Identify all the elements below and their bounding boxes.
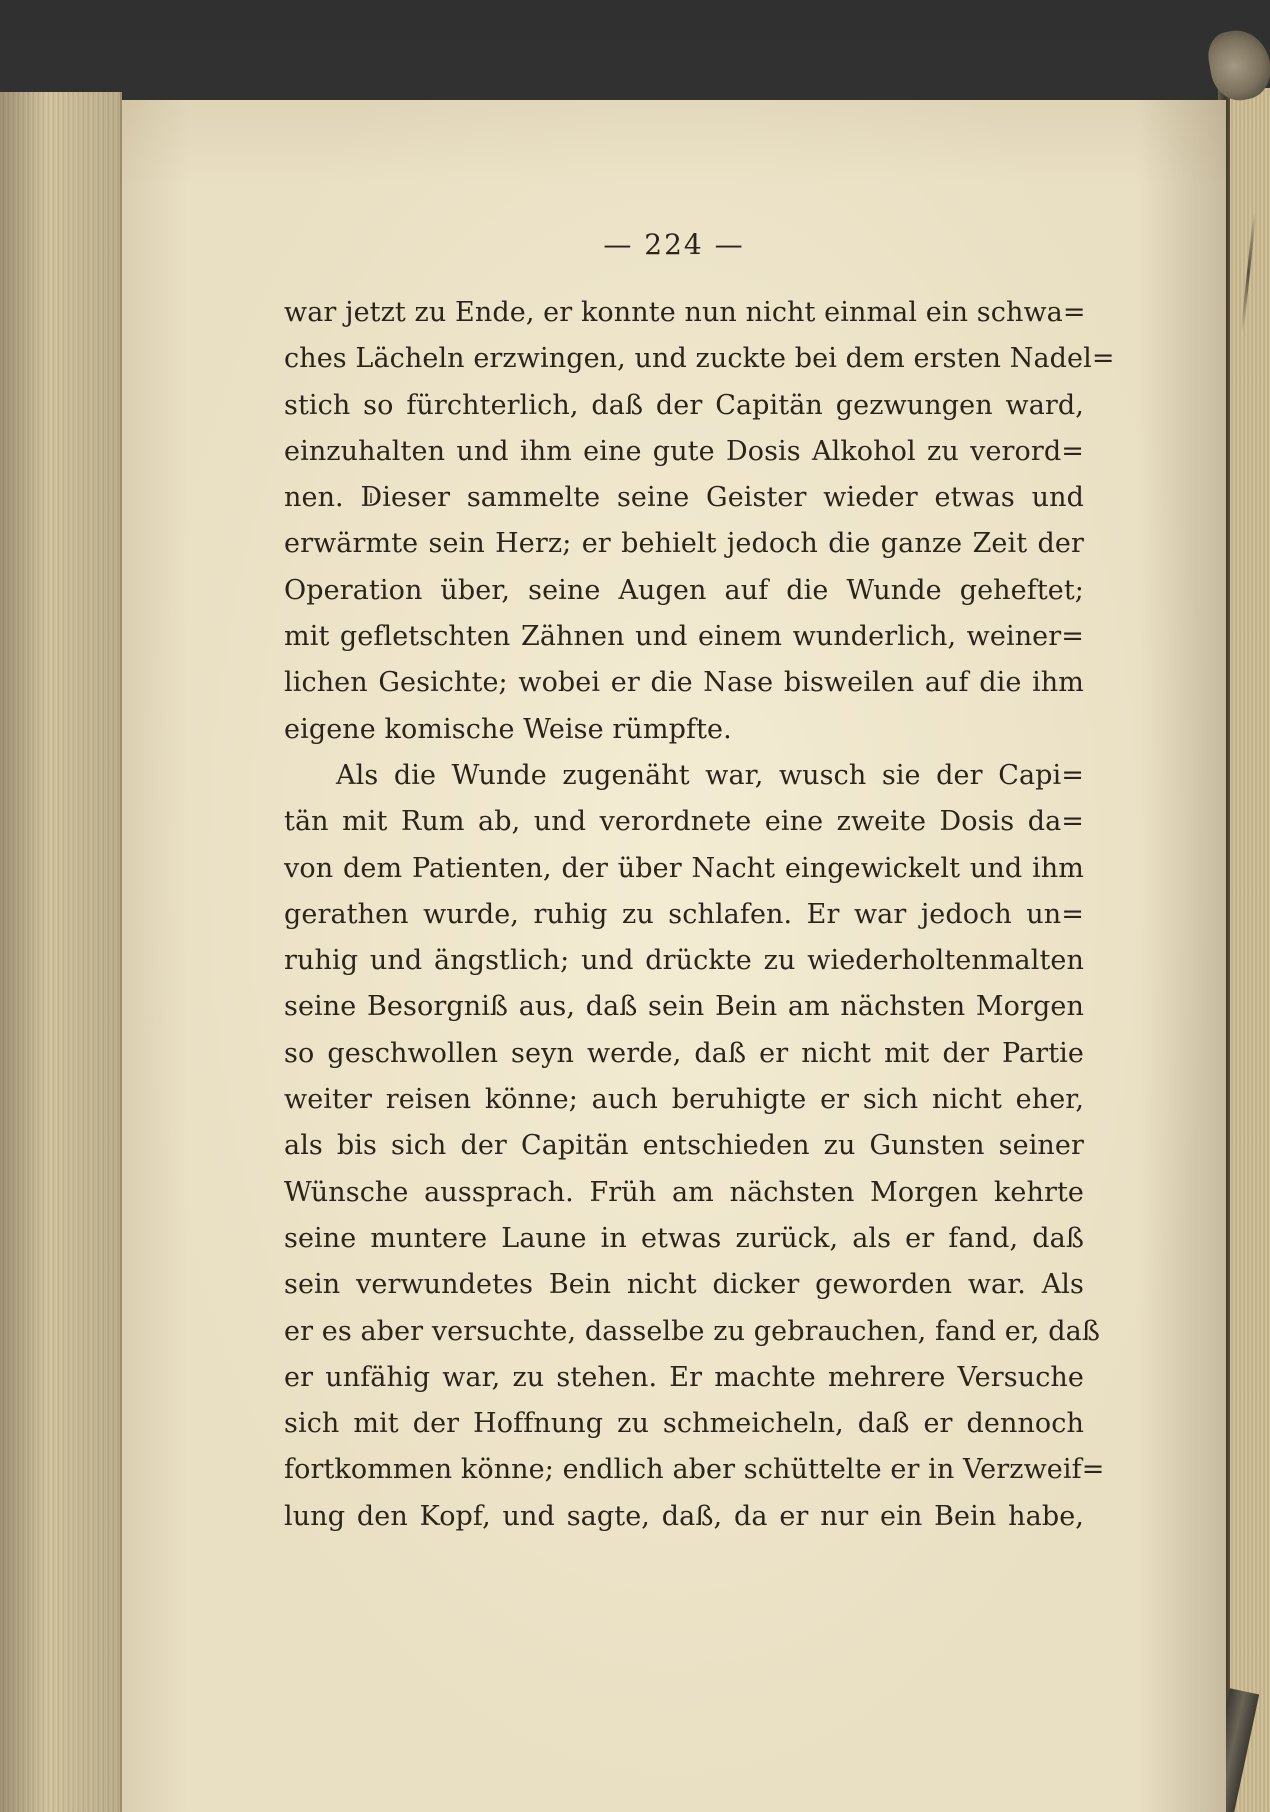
text-line: seine Besorgniß aus, daß sein Bein am nächsten Morgen [284,991,1084,1023]
text-line-paragraph-start: Als die Wunde zugenäht war, wusch sie der Capi= [336,759,1084,791]
text-line: lung den Kopf, und sagte, daß, da er nur ein Bein habe, [284,1500,1084,1532]
text-line: war jetzt zu Ende, er konnte nun nicht einmal ein schwa= [284,297,1086,328]
text-line: ches Lächeln erzwingen, und zuckte bei dem ersten Nadel= [284,343,1115,375]
page-number: — 224 — [603,228,745,261]
text-line: nen. Dieser sammelte seine Geister wieder etwas und [284,482,1084,514]
body-text [284,290,1115,1540]
text-line: seine muntere Laune in etwas zurück, als er fand, daß [284,1222,1084,1254]
text-line: als bis sich der Capitän entschieden zu Gunsten seiner [284,1130,1084,1162]
text-line: mit gefletschten Zähnen und einem wunderlich, weiner= [284,621,1084,653]
text-line: gerathen wurde, ruhig zu schlafen. Er war jedoch un= [284,898,1084,930]
text-line: weiter reisen könne; auch beruhigte er sich nicht eher, [284,1084,1084,1116]
text-line: so geschwollen seyn werde, daß er nicht mit der Partie [284,1037,1084,1069]
book-page [122,100,1226,1812]
text-line: einzuhalten und ihm eine gute Dosis Alkohol zu verord= [284,435,1084,467]
text-line: erwärmte sein Herz; er behielt jedoch die ganze Zeit der [284,528,1084,560]
text-line: Operation über, seine Augen auf die Wunde geheftet; [284,574,1084,606]
text-line: tän mit Rum ab, und verordnete eine zweite Dosis da= [284,806,1084,838]
text-line: ruhig und ängstlich; und drückte zu wiederholtenmalten [284,945,1084,977]
right-page-edges [1230,88,1270,1812]
left-page-edges [0,92,122,1812]
text-line: Wünsche aussprach. Früh am nächsten Morgen kehrte [284,1176,1084,1208]
text-line: er es aber versuchte, dasselbe zu gebrauchen, fand er, daß [284,1315,1100,1347]
text-line: lichen Gesichte; wobei er die Nase bisweilen auf die ihm [284,667,1084,699]
page-content [122,100,1226,1812]
text-line: stich so fürchterlich, daß der Capitän gezwungen ward, [284,389,1084,421]
text-line: von dem Patienten, der über Nacht eingewickelt und ihm [284,852,1084,884]
text-line: sein verwundetes Bein nicht dicker geworden war. Als [284,1269,1084,1301]
text-line: fortkommen könne; endlich aber schüttelte er in Verzweif= [284,1454,1105,1486]
text-line: er unfähig war, zu stehen. Er machte mehrere Versuche [284,1361,1084,1393]
text-line-paragraph-end: eigene komische Weise rümpfte. [284,713,732,745]
text-line: sich mit der Hoffnung zu schmeicheln, daß er dennoch [284,1408,1084,1440]
